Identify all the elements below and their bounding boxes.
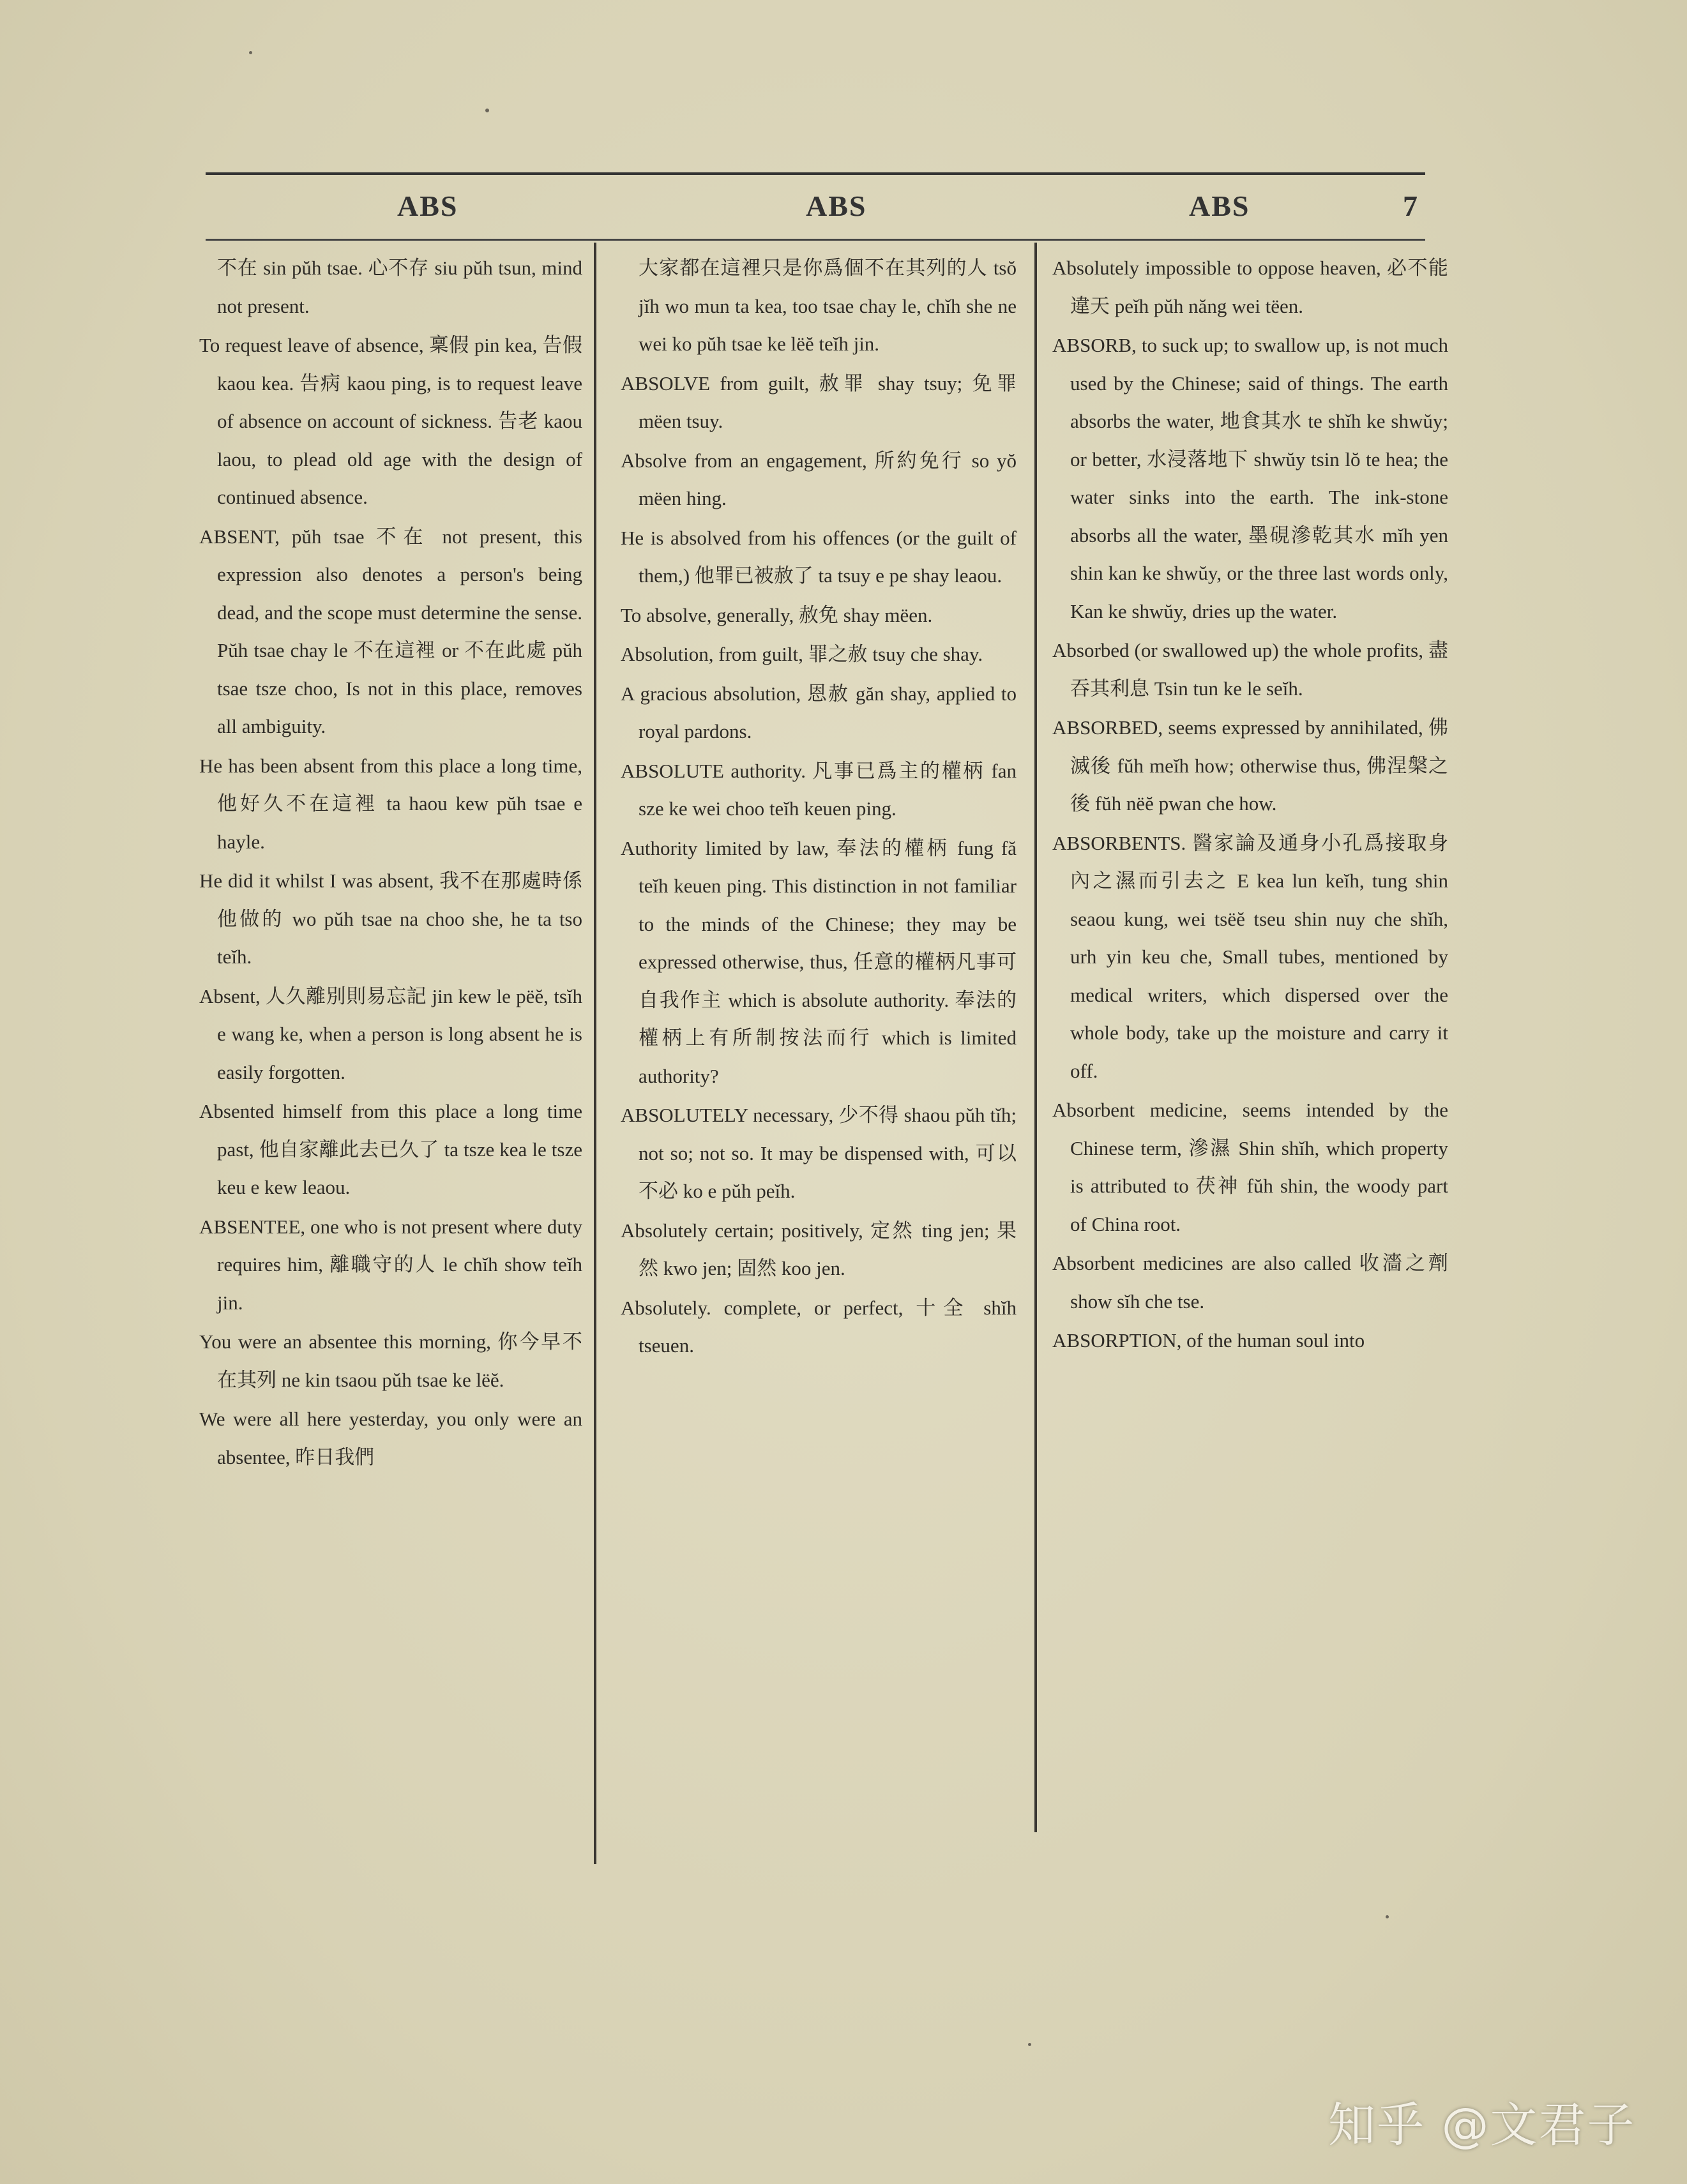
dictionary-entry: Authority limited by law, 奉法的權柄 fung fă teĭh keuen ping. This distinction in not familiar to the minds of the Chinese; they may be expressed otherwise, thus, 任意的權柄凡事可自我作主 which is absolute authority. 奉法的權柄上有所制按法而行 which is limited authority?	[621, 836, 1017, 1087]
dictionary-entry: ABSORPTION, of the human soul into	[1052, 1329, 1365, 1352]
dictionary-entry: We were all here yesterday, you only were an absentee, 昨日我們	[199, 1408, 582, 1468]
dictionary-entry: Absorbent medicine, seems intended by the Chinese term, 滲濕 Shin shĭh, which property is attributed to 茯神 fŭh shin, the woody part of China root.	[1052, 1099, 1448, 1235]
dictionary-entry: Absolutely certain; positively, 定然 ting jen; 果然 kwo jen; 固然 koo jen.	[621, 1219, 1017, 1279]
dictionary-entry: ABSENTEE, one who is not present where duty requires him, 離職守的人 le chĭh show teĭh jin.	[199, 1215, 582, 1314]
dictionary-entry: ABSENT, pŭh tsae 不在 not present, this expression also denotes a person's being dead, and the scope must determine the sense. Pŭh tsae chay le 不在這裡 or 不在此處 pŭh tsae tsze choo, Is not in this place, removes all ambiguity.	[199, 525, 582, 737]
dictionary-entry: ABSORBENTS. 醫家論及通身小孔爲接取身內之濕而引去之 E kea lun keĭh, tung shin seaou kung, wei tsëĕ tseu shin nuy che shĭh, urh yin keu che, Small tubes, mentioned by medical writers, which dispersed over the whole body, take up the moisture and carry it off.	[1052, 831, 1448, 1082]
paper-speck	[1386, 1915, 1389, 1918]
column-rule-right	[1034, 243, 1037, 1832]
paper-speck	[249, 51, 252, 54]
dictionary-entry: A gracious absolution, 恩赦 găn shay, applied to royal pardons.	[621, 682, 1017, 742]
paper-speck	[485, 109, 489, 112]
dictionary-entry: Absented himself from this place a long time past, 他自家離此去已久了 ta tsze kea le tsze keu e kew leaou.	[199, 1100, 582, 1198]
watermark: 知乎 @文君子	[1328, 2098, 1636, 2153]
dictionary-entry: ABSOLUTELY necessary, 少不得 shaou pŭh tĭh; not so; not so. It may be dispensed with, 可以不必 ko e pŭh peĭh.	[621, 1104, 1017, 1202]
dictionary-entry: To request leave of absence, 稟假 pin kea, 告假 kaou kea. 告病 kaou ping, is to request leave of absence on account of sickness. 告老 kaou laou, to plead old age with the design of continued absence.	[199, 334, 582, 508]
dictionary-entry: Absent, 人久離別則易忘記 jin kew le pëĕ, tsĭh e wang ke, when a person is long absent he is easily forgotten.	[199, 984, 582, 1083]
page-number: 7	[1403, 190, 1419, 222]
dictionary-entry: ABSORB, to suck up; to swallow up, is not much used by the Chinese; said of things. The earth absorbs the water, 地食其水 te shĭh ke shwŭy; or better, 水浸落地下 shwŭy tsin lŏ te hea; the water sinks into the earth. The ink-stone absorbs all the water, 墨硯滲乾其水 mĭh yen shin kan ke shwŭy, or the three last words only, Kan ke shwŭy, dries up the water.	[1052, 334, 1448, 622]
dictionary-entry: ABSOLUTE authority. 凡事已爲主的權柄 fan sze ke wei choo teĭh keuen ping.	[621, 759, 1017, 820]
running-head	[206, 172, 1425, 241]
dictionary-entry: Absorbed (or swallowed up) the whole profits, 盡吞其利息 Tsin tun ke le seĭh.	[1052, 639, 1448, 700]
dictionary-entry: He has been absent from this place a long time, 他好久不在這裡 ta haou kew pŭh tsae e hayle.	[199, 754, 582, 853]
dictionary-entry: You were an absentee this morning, 你今早不在其列 ne kin tsaou pŭh tsae ke lëĕ.	[199, 1330, 582, 1391]
dictionary-entry: Absorbent medicines are also called 收濇之劑 show sĭh che tse.	[1052, 1252, 1448, 1313]
dictionary-column-3	[1052, 249, 1448, 1858]
running-head-left: ABS	[397, 190, 458, 222]
dictionary-entry: To absolve, generally, 赦免 shay mëen.	[621, 603, 933, 626]
running-head-middle: ABS	[806, 190, 867, 222]
paper-speck	[1028, 2043, 1031, 2046]
dictionary-entry: Absolve from an engagement, 所約免行 so yŏ mëen hing.	[621, 449, 1017, 509]
running-head-right: ABS	[1189, 190, 1250, 222]
column-rule-left	[594, 243, 596, 1864]
dictionary-entry: ABSORBED, seems expressed by annihilated, 佛滅後 fŭh meĭh how; otherwise thus, 佛涅槃之後 fŭh nëĕ pwan che how.	[1052, 716, 1448, 815]
dictionary-entry: He is absolved from his offences (or the guilt of them,) 他罪已被赦了 ta tsuy e pe shay leaou.	[621, 526, 1017, 587]
dictionary-entry: Absolution, from guilt, 罪之赦 tsuy che shay.	[621, 643, 983, 665]
dictionary-column-1	[199, 249, 582, 1858]
dictionary-entry: Absolutely impossible to oppose heaven, 必不能違天 peĭh pŭh năng wei tëen.	[1052, 257, 1448, 317]
dictionary-entry: 不在 sin pŭh tsae. 心不存 siu pŭh tsun, mind not present.	[217, 257, 582, 317]
dictionary-entry: ABSOLVE from guilt, 赦罪 shay tsuy; 免罪 mëen tsuy.	[621, 372, 1017, 432]
dictionary-entry: He did it whilst I was absent, 我不在那處時係他做的 wo pŭh tsae na choo she, he ta tso teĭh.	[199, 870, 582, 968]
dictionary-entry: 大家都在這裡只是你爲個不在其列的人 tsŏ jĭh wo mun ta kea, too tsae chay le, chĭh she ne wei ko pŭh tsae ke lëĕ teĭh jin.	[639, 257, 1017, 355]
dictionary-column-2	[621, 249, 1017, 1858]
dictionary-entry: Absolutely. complete, or perfect, 十全 shĭh tseuen.	[621, 1296, 1017, 1357]
